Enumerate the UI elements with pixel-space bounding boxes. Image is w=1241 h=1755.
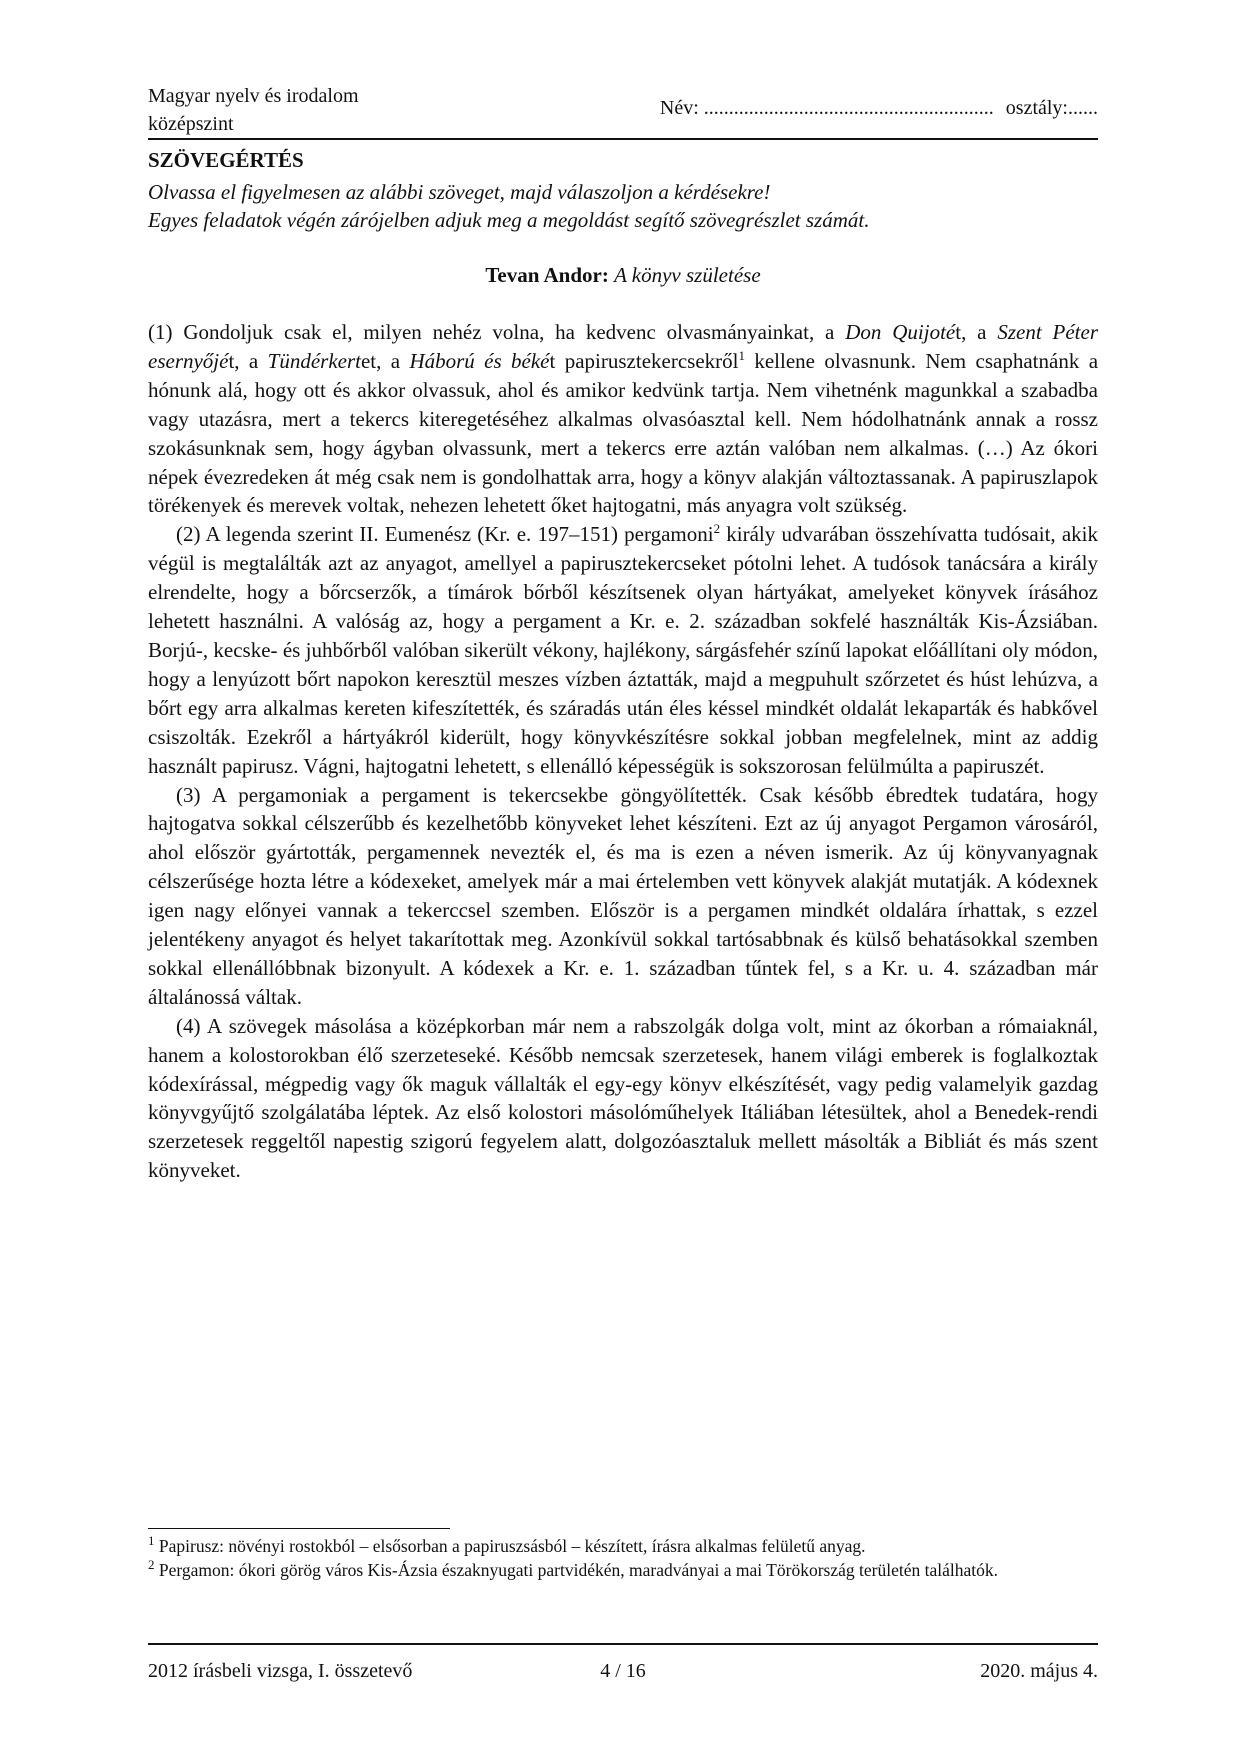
footnotes (148, 1534, 1098, 1582)
p1-text: t, a (955, 320, 998, 344)
article-title (148, 263, 1098, 288)
subject-block (148, 82, 359, 138)
footnote-2-text: Pergamon: ókori görög város Kis-Ázsia északnyugati partvidékén, maradványai a mai Törökország területén találhatók. (154, 1560, 998, 1580)
title-szent-peter: Szent Péter esernyőjé (148, 320, 1098, 373)
subject-title: Magyar nyelv és irodalom (148, 85, 359, 107)
paragraph-1 (148, 318, 1098, 520)
name-field[interactable]: Név: .......................................................... (659, 97, 994, 119)
footnote-1 (148, 1534, 1098, 1558)
instruction-line-2: Egyes feladatok végén zárójelben adjuk meg a megoldást segítő szövegrészlet számát. (148, 208, 870, 232)
footnote-2-number: 2 (148, 1557, 155, 1573)
footer-rule (148, 1643, 1098, 1645)
title-don-quijote: Don Quijoté (845, 320, 956, 344)
exam-date: 2020. május 4. (980, 1660, 1098, 1682)
paragraph-4: (4) A szövegek másolása a középkorban már nem a rabszolgák dolga volt, mint az ókorban a rómaiaknál, hanem a kolostorokban élő szerzeteseké. Később nemcsak szerzetesek, hanem világi emberek is foglalkoztak kódexírással, mégpedig vagy ők maguk vállalták el egy-egy könyv elkészítését, vagy pedig valamelyik gazdag könyvgyűjtő szolgálatába léptek. Az első kolostori másolóműhelyek Itáliában létesültek, ahol a Benedek-rendi szerzetesek reggeltől napestig szigorú fegyelem alatt, dolgozóasztaluk mellett másolták a Bibliát és más szent könyveket. (148, 1013, 1098, 1183)
footnote-1-text: Papirusz: növényi rostokból – elsősorban a papiruszsásból – készített, írásra alkalmas felületű anyag. (154, 1536, 866, 1556)
article-author: Tevan Andor: (485, 263, 609, 287)
subject-level: középszint (148, 113, 234, 135)
exam-id: 2012 írásbeli vizsga, I. összetevő (148, 1660, 413, 1682)
student-fields (660, 94, 1098, 122)
page-header (148, 82, 1098, 138)
p1-text: t, a (228, 348, 268, 373)
class-field[interactable]: osztály:...... (1005, 97, 1098, 119)
footnote-2 (148, 1558, 1098, 1582)
p1-text: kellene olvasnunk. Nem csaphatnánk a hónunk alá, hogy ott és akkor olvassuk, ahol és amikor kedvünk tartja. Nem vihetnénk magunkkal a szabadba vagy utazásra, mert a tekercs kiteregetéséhez alkalmas olvasóasztal kell. Nem hódolhatnánk annak a rossz szokásunknak sem, hogy ágyban olvassunk, mert a tekercs erre aztán valóban nem alkalmas. (…) Az ókori népek évezredeken át még csak nem is gondolhattak arra, hogy a könyv alakján változtassanak. A papiruszlapok törékenyek és merevek voltak, nehezen lehetett őket hajtogatni, más anyagra volt szükség. (148, 348, 1099, 518)
title-tunderkert: Tündérkert (267, 348, 361, 373)
header-rule (148, 138, 1098, 140)
footnote-rule (148, 1528, 450, 1529)
p1-text: t papirusztekercsekről (549, 348, 739, 373)
article-work: A könyv születése (614, 263, 761, 287)
p2-text: (2) A legenda szerint II. Eumenész (Kr. e. 197–151) pergamoni (176, 522, 714, 547)
instruction-line-1: Olvassa el figyelmesen az alábbi szöveget, majd válaszoljon a kérdésekre! (148, 180, 771, 204)
section-title: SZÖVEGÉRTÉS (148, 148, 304, 172)
paragraph-3: (3) A pergamoniak a pergament is tekercsekbe göngyölítették. Csak később ébredtek tudatára, hogy hajtogatva sokkal célszerűbb és kezelhetőbb könyveket lehet készíteni. Ezt az új anyagot Pergamon városáról, ahol először gyártották, pergamennek nevezték el, és ma is ezen a néven ismerik. Az új könyvanyagnak célszerűsége hozta létre a kódexeket, amelyek már a mai értelemben vett könyvek alakját mutatják. A kódexnek igen nagy előnyei vannak a tekerccsel szemben. Először is a pergamen mindkét oldalára írhattak, s ezzel jelentékeny anyagot és helyet takarítottak meg. Azonkívül sokkal tartósabbnak és külső behatásokkal szemben sokkal ellenállóbbnak bizonyult. A kódexek a Kr. e. 1. században tűntek fel, s a Kr. u. 4. században már általánossá váltak. (148, 782, 1098, 1009)
p1-text: et, a (360, 348, 410, 373)
p2-text: király udvarában összehívatta tudósait, akik végül is megtalálták azt az anyagot, amellyel a papirusztekercseket pótolni lehet. A tudósok tanácsára a király elrendelte, hogy a bőrcserzők, a tímárok bőrből készítsenek olyan hártyákat, amelyeket könyvek írásához lehetett használni. A valóság az, hogy a pergament a Kr. e. 2. században sokfelé használták Kis-Ázsiában. Borjú-, kecske- és juhbőrből valóban sikerült vékony, hajlékony, sárgásfehér színű lapokat előállítani oly módon, hogy a lenyúzott bőrt napokon keresztül meszes vízben áztatták, majd a megpuhult szőrzetet és húst lehúzva, a bőrt egy arra alkalmas kereten kifeszítették, és száradás után éles késsel mindkét oldalát lekaparták és habkővel csiszolták. Ezekről a hártyákról kiderült, hogy könyvkészítésre sokkal jobban megfelelnek, mint az addig használt papirusz. Vágni, hajtogatni lehetett, s ellenálló képességük is sokszorosan felülmúlta a papiruszét. (148, 522, 1098, 778)
footnote-1-number: 1 (148, 1533, 155, 1549)
p1-text: (1) Gondoljuk csak el, milyen nehéz volna, ha kedvenc olvasmányainkat, a (148, 320, 846, 344)
page-number: 4 / 16 (600, 1660, 646, 1682)
article-body (148, 318, 1098, 1185)
paragraph-2 (148, 520, 1098, 780)
title-haboru-es-beke: Háború és béké (409, 348, 550, 373)
footnote-ref-2[interactable]: 2 (713, 521, 721, 537)
footnote-ref-1[interactable]: 1 (738, 347, 745, 363)
instructions (148, 178, 869, 234)
